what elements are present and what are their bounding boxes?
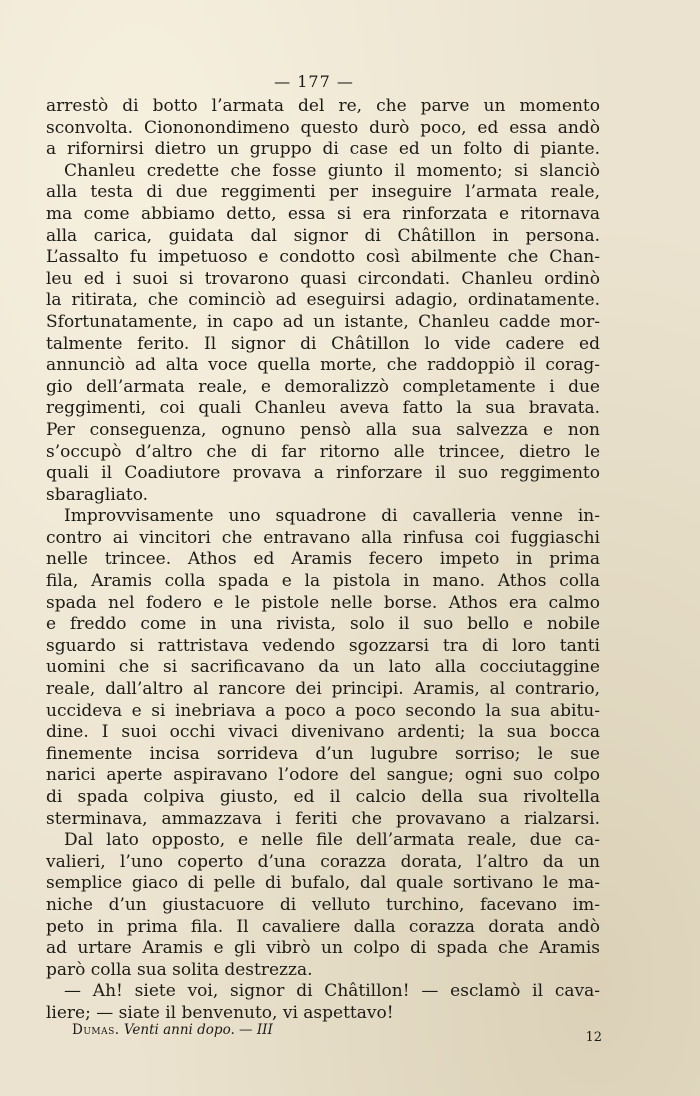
text-line: semplice giaco di pelle di bufalo, dal quale sortivano le ma- bbox=[46, 873, 600, 894]
text-line: sguardo si rattristava vedendo sgozzarsi tra di loro tanti bbox=[46, 635, 600, 656]
text-line: nelle trincee. Athos ed Aramis fecero impeto in prima bbox=[46, 549, 600, 570]
text-line: ad urtare Aramis e gli vibrò un colpo di spada che Aramis bbox=[46, 938, 600, 959]
signature-mark bbox=[72, 1022, 273, 1038]
text-line: alla testa di due reggimenti per inseguire l’armata reale, bbox=[46, 182, 600, 203]
text-line: niche d’un giustacuore di velluto turchino, facevano im- bbox=[46, 894, 600, 915]
page-number: — 177 — bbox=[274, 72, 354, 91]
text-line: a rifornirsi dietro un gruppo di case ed un folto di piante. bbox=[46, 139, 600, 160]
text-line: finemente incisa sorrideva d’un lugubre sorriso; le sue bbox=[46, 743, 600, 764]
text-line: annunciò ad alta voce quella morte, che raddoppiò il corag- bbox=[46, 355, 600, 376]
text-line: uccideva e si inebriava a poco a poco secondo la sua abitu- bbox=[46, 700, 600, 721]
text-line: — Ah! siete voi, signor di Châtillon! — esclamò il cava- bbox=[64, 981, 600, 1002]
page-footer bbox=[72, 1022, 602, 1045]
text-line: narici aperte aspiravano l’odore del sangue; ogni suo colpo bbox=[46, 765, 600, 786]
text-line: ma come abbiamo detto, essa si era rinforzata e ritornava bbox=[46, 203, 600, 224]
text-line: valieri, l’uno coperto d’una corazza dorata, l’altro da un bbox=[46, 851, 600, 872]
text-line: di spada colpiva giusto, ed il calcio della sua rivoltella bbox=[46, 787, 600, 807]
text-line: gio dell’armata reale, e demoralizzò completamente i due bbox=[46, 376, 600, 397]
book-title: Venti anni dopo. — III bbox=[123, 1022, 273, 1038]
text-line: Sfortunatamente, in capo ad un istante, Chanleu cadde mor- bbox=[46, 311, 600, 332]
text-line: fila, Aramis colla spada e la pistola in mano. Athos colla bbox=[46, 571, 600, 592]
text-line: la ritirata, che cominciò ad eseguirsi adagio, ordinatamente. bbox=[46, 290, 600, 311]
text-line: L’assalto fu impetuoso e condotto così abilmente che Chan- bbox=[46, 247, 600, 268]
text-line: uomini che si sacrificavano da un lato alla cocciutaggine bbox=[46, 657, 600, 678]
author-signature: Dumas. bbox=[72, 1022, 120, 1038]
text-line: liere; — siate il benvenuto, vi aspettavo! bbox=[46, 1002, 394, 1023]
text-line: spada nel fodero e le pistole nelle borse. Athos era calmo bbox=[46, 592, 600, 613]
body-text bbox=[46, 96, 600, 1025]
sheet-number: 12 bbox=[585, 1030, 602, 1045]
text-line: s’occupò d’altro che di far ritorno alle trincee, dietro le bbox=[46, 441, 600, 462]
text-line: reale, dall’altro al rancore dei principi. Aramis, al contrario, bbox=[46, 679, 600, 700]
text-line: parò colla sua solita destrezza. bbox=[46, 959, 313, 980]
text-line: e freddo come in una rivista, solo il suo bello e nobile bbox=[46, 614, 600, 635]
text-line: talmente ferito. Il signor di Châtillon lo vide cadere ed bbox=[46, 333, 600, 354]
text-line: arrestò di botto l’armata del re, che parve un momento bbox=[46, 96, 600, 116]
text-line: alla carica, guidata dal signor di Châtillon in persona. bbox=[46, 225, 600, 246]
text-line: quali il Coadiutore provava a rinforzare il suo reggimento bbox=[46, 463, 600, 484]
text-line: sconvolta. Ciononondimeno questo durò poco, ed essa andò bbox=[46, 117, 600, 138]
text-line: reggimenti, coi quali Chanleu aveva fatto la sua bravata. bbox=[46, 398, 600, 419]
text-line: Dal lato opposto, e nelle file dell’armata reale, due ca- bbox=[64, 830, 600, 851]
text-line: Improvvisamente uno squadrone di cavalleria venne in- bbox=[64, 506, 600, 527]
text-line: Chanleu credette che fosse giunto il momento; si slanciò bbox=[64, 160, 600, 181]
text-line: sbaragliato. bbox=[46, 484, 149, 505]
text-line: Per conseguenza, ognuno pensò alla sua salvezza e non bbox=[46, 419, 600, 440]
text-line: dine. I suoi occhi vivaci divenivano ardenti; la sua bocca bbox=[46, 722, 600, 743]
text-line: leu ed i suoi si trovarono quasi circondati. Chanleu ordinò bbox=[46, 268, 600, 289]
text-line: peto in prima fila. Il cavaliere dalla corazza dorata andò bbox=[46, 916, 600, 937]
text-line: sterminava, ammazzava i feriti che provavano a rialzarsi. bbox=[46, 808, 600, 829]
text-line: contro ai vincitori che entravano alla rinfusa coi fuggiaschi bbox=[46, 527, 600, 548]
